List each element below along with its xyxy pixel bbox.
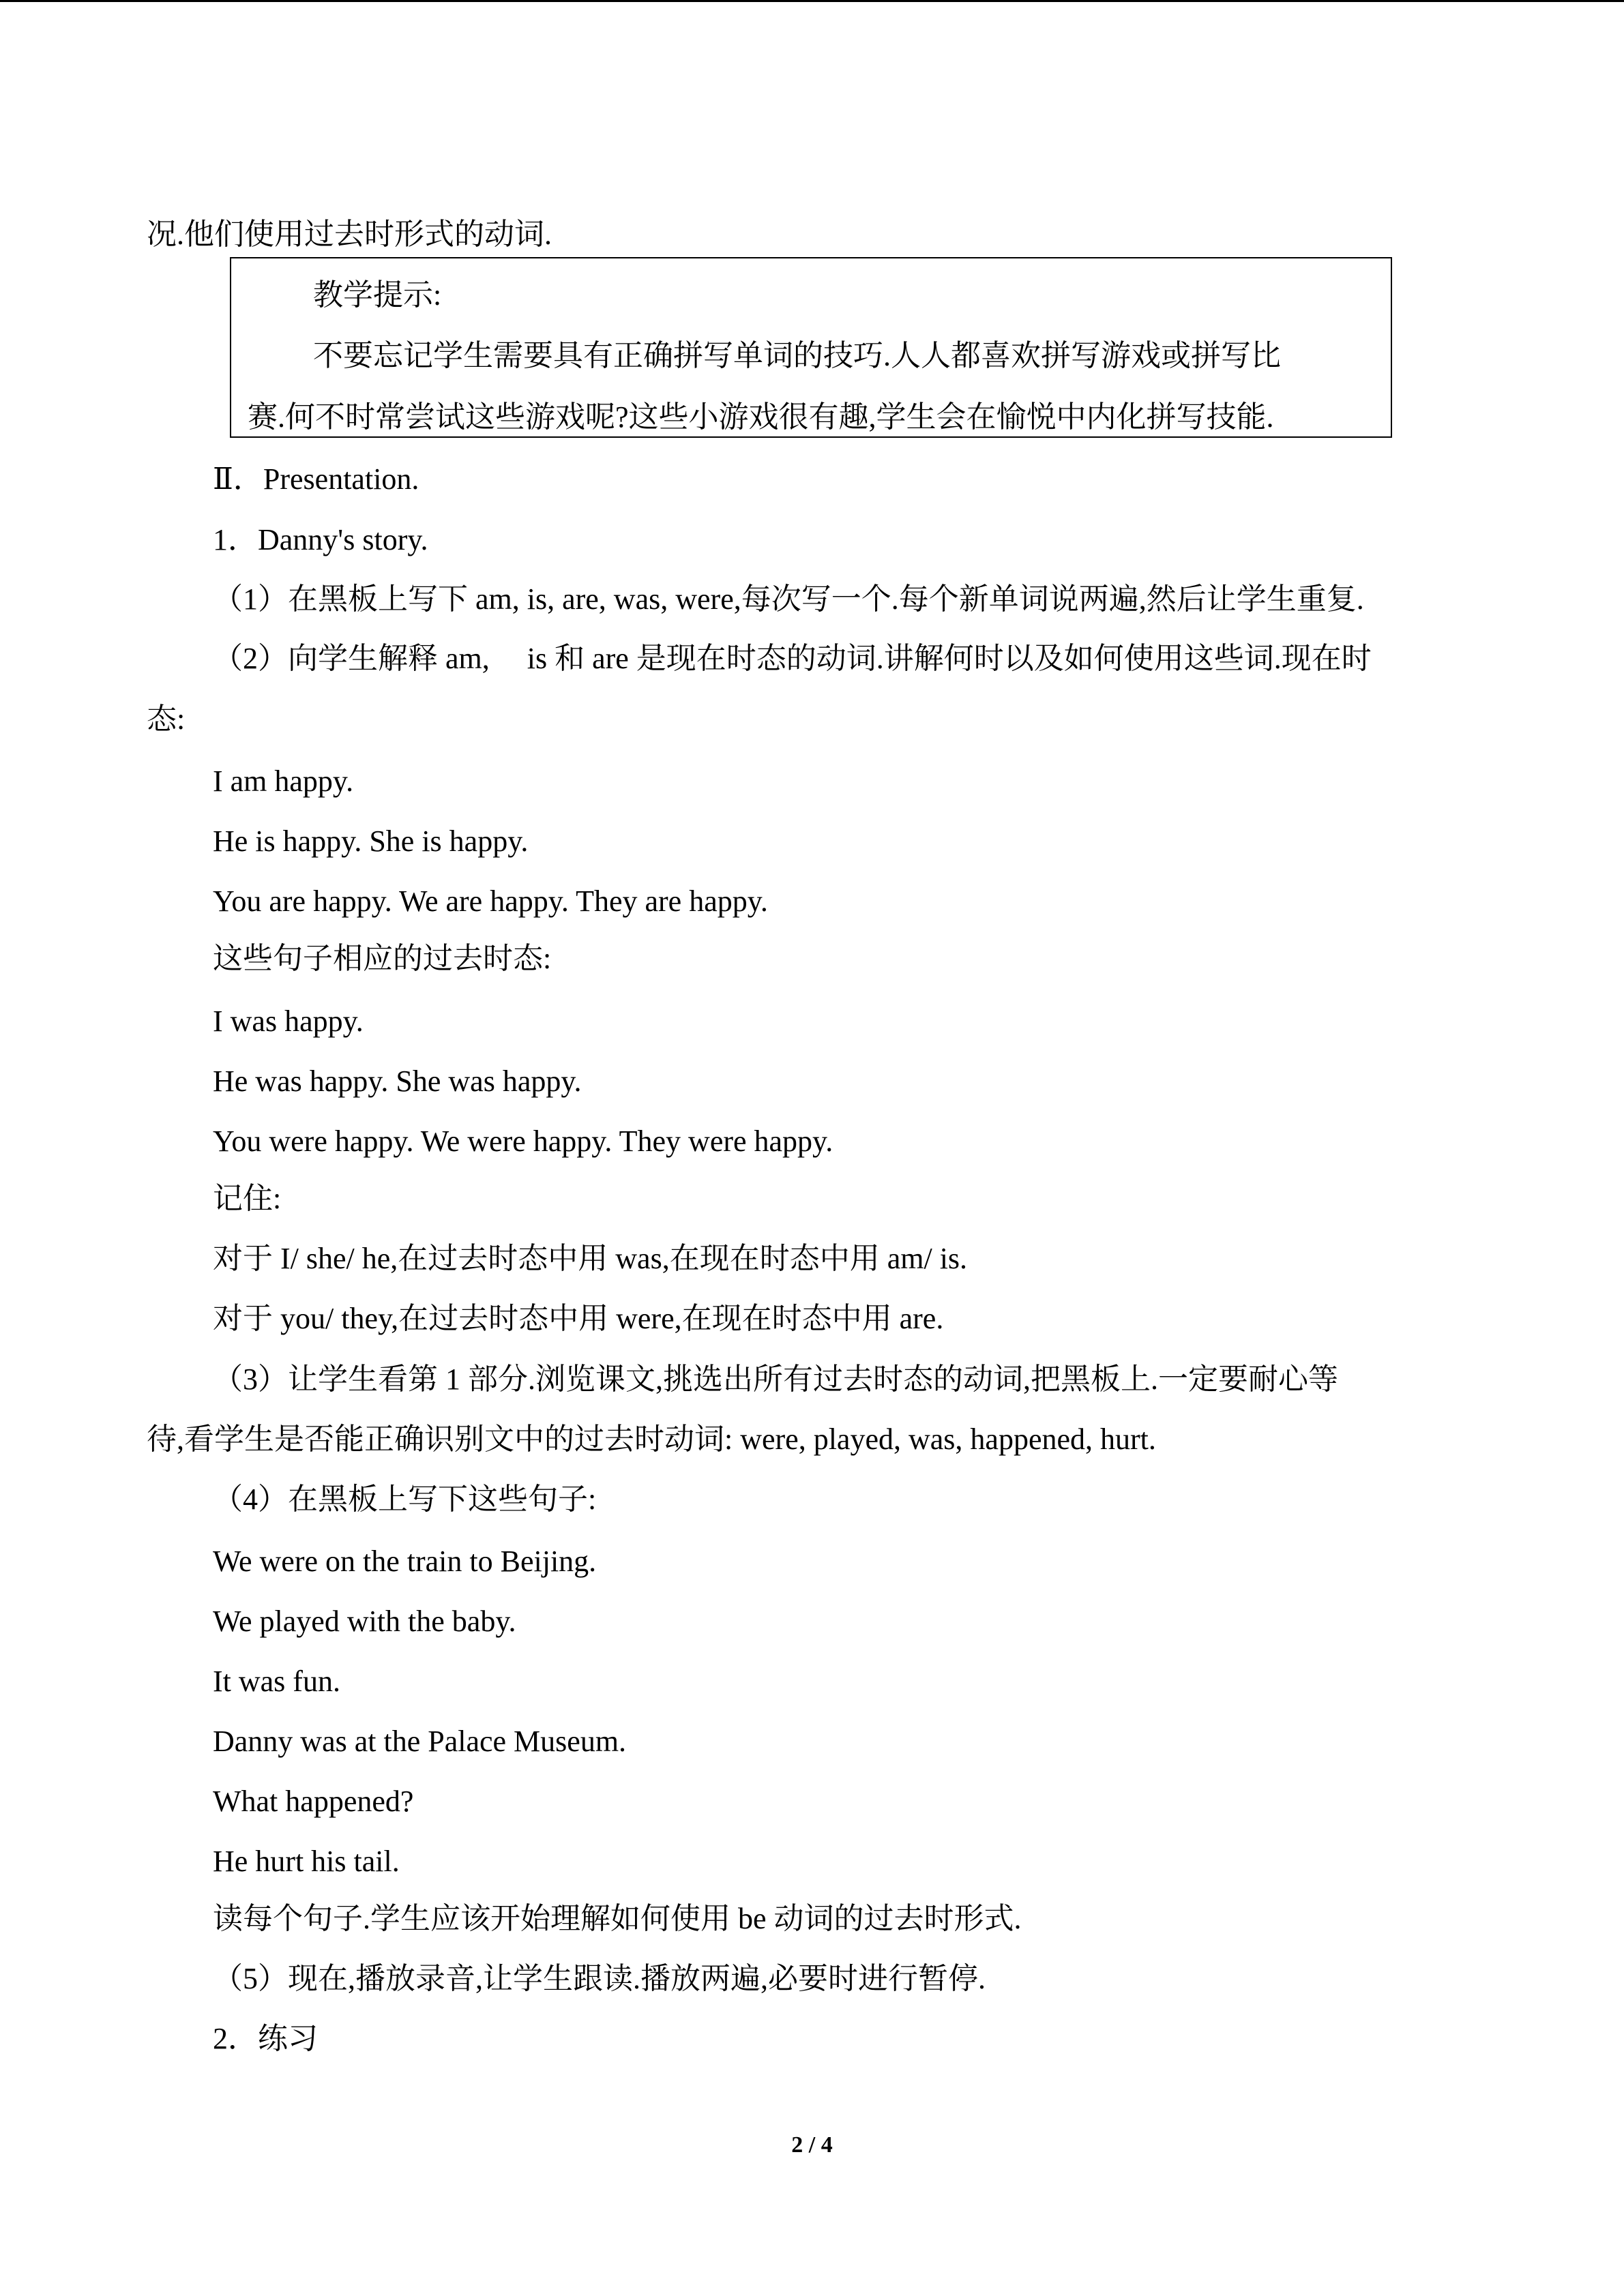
board-sentence: What happened? bbox=[213, 1785, 414, 1818]
example-sentence: You were happy. We were happy. They were happy. bbox=[213, 1124, 833, 1158]
step-3: （3）让学生看第 1 部分.浏览课文,挑选出所有过去时态的动词,把黑板上.一定要耐心等 bbox=[213, 1362, 1338, 1396]
page-number: 2 / 4 bbox=[791, 2132, 833, 2158]
example-sentence: He is happy. She is happy. bbox=[213, 824, 529, 858]
board-sentence: Danny was at the Palace Museum. bbox=[213, 1725, 627, 1758]
page-top-border bbox=[0, 0, 1624, 2]
example-sentence: I was happy. bbox=[213, 1004, 364, 1038]
subsection-heading: 2．练习 bbox=[213, 2022, 318, 2055]
intro-continuation: 况.他们使用过去时形式的动词. bbox=[147, 218, 552, 251]
read-instruction: 读每个句子.学生应该开始理解如何使用 be 动词的过去时形式. bbox=[213, 1902, 1022, 1935]
example-sentence: You are happy. We are happy. They are happy. bbox=[213, 884, 768, 918]
example-sentence: I am happy. bbox=[213, 764, 354, 798]
tip-line: 赛.何不时常尝试这些游戏呢?这些小游戏很有趣,学生会在愉悦中内化拼写技能. bbox=[248, 400, 1274, 434]
grammar-rule: 对于 you/ they,在过去时态中用 were,在现在时态中用 are. bbox=[213, 1302, 944, 1335]
step-2-continuation: 态: bbox=[147, 702, 186, 736]
remember-label: 记住: bbox=[213, 1182, 282, 1215]
grammar-rule: 对于 I/ she/ he,在过去时态中用 was,在现在时态中用 am/ is. bbox=[213, 1242, 968, 1275]
tip-heading: 教学提示: bbox=[313, 278, 442, 312]
example-sentence: He was happy. She was happy. bbox=[213, 1064, 582, 1098]
board-sentence: We were on the train to Beijing. bbox=[213, 1545, 597, 1578]
teaching-tip-box bbox=[230, 257, 1392, 438]
step-3-continuation: 待,看学生是否能正确识别文中的过去时动词: were, played, was, happened, hurt. bbox=[147, 1422, 1156, 1456]
subsection-heading: 1．Danny's story. bbox=[213, 523, 428, 556]
past-tense-intro: 这些句子相应的过去时态: bbox=[213, 942, 552, 975]
step-2: （2）向学生解释 am, is 和 are 是现在时态的动词.讲解何时以及如何使用这些词.现在时 bbox=[213, 642, 1372, 675]
step-4: （4）在黑板上写下这些句子: bbox=[213, 1482, 597, 1516]
tip-line: 不要忘记学生需要具有正确拼写单词的技巧.人人都喜欢拼写游戏或拼写比 bbox=[313, 339, 1281, 372]
board-sentence: It was fun. bbox=[213, 1665, 340, 1698]
board-sentence: We played with the baby. bbox=[213, 1605, 516, 1638]
section-heading: Ⅱ．Presentation. bbox=[213, 462, 419, 496]
board-sentence: He hurt his tail. bbox=[213, 1845, 400, 1878]
step-5: （5）现在,播放录音,让学生跟读.播放两遍,必要时进行暂停. bbox=[213, 1962, 986, 1995]
step-1: （1）在黑板上写下 am, is, are, was, were,每次写一个.每个新单词说两遍,然后让学生重复. bbox=[213, 582, 1364, 616]
